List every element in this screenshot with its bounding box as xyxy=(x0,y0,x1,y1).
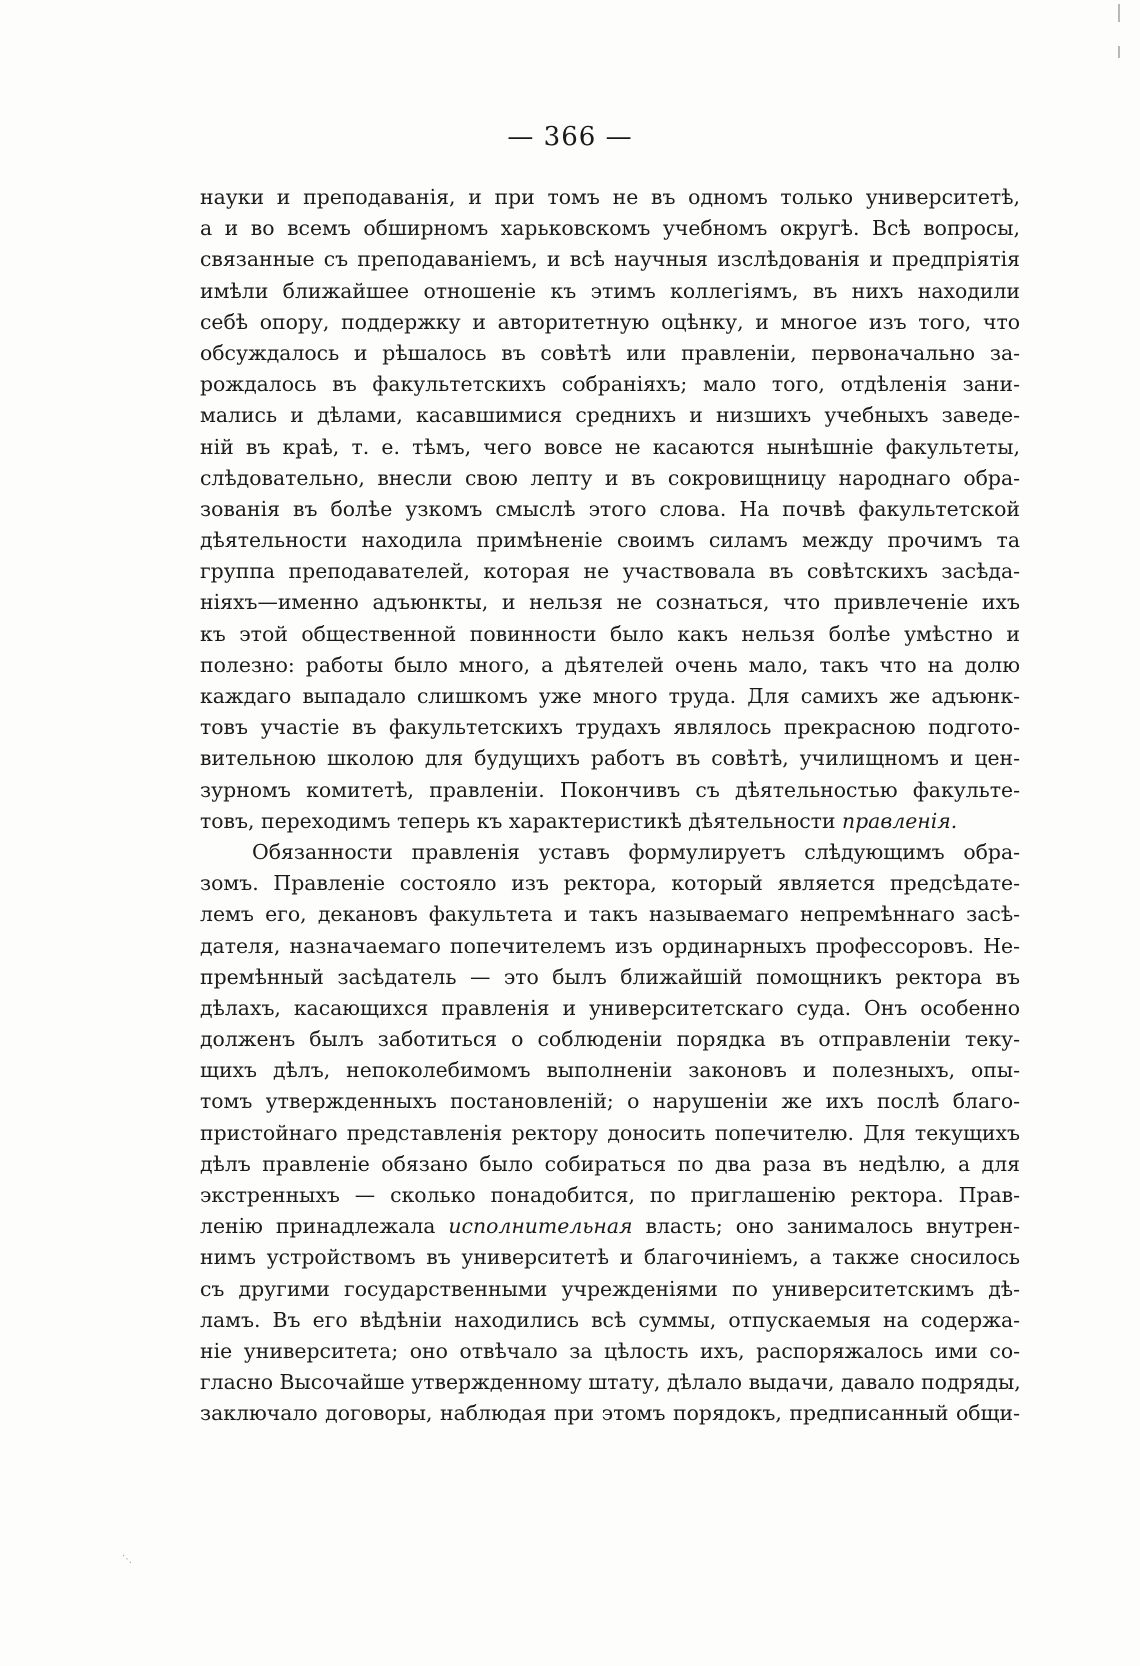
paragraph-1 xyxy=(200,182,1020,837)
text-line: вительною школою для будущихъ работъ въ совѣтѣ, училищномъ и цен- xyxy=(200,746,1020,771)
body-text xyxy=(200,182,1020,1430)
page-number: — 366 — xyxy=(507,122,633,152)
text-line: зомъ. Правленіе состояло изъ ректора, который является предсѣдате- xyxy=(200,871,1020,896)
scan-edge-mark xyxy=(1118,46,1120,58)
text-line: къ этой общественной повинности было какъ нельзя болѣе умѣстно и xyxy=(200,621,1020,646)
text-line: дателя, назначаемаго попечителемъ изъ ординарныхъ профессоровъ. Не- xyxy=(200,933,1020,958)
text-line: каждаго выпадало слишкомъ уже много труда. Для самихъ же адъюнк- xyxy=(200,684,1020,708)
scan-edge-mark xyxy=(1118,4,1120,22)
text-line: обсуждалось и рѣшалось въ совѣтѣ или правленіи, первоначально за- xyxy=(200,340,1020,365)
text-line: имѣли ближайшее отношеніе къ этимъ коллегіямъ, въ нихъ находили xyxy=(200,278,1020,303)
text-line: зованія въ болѣе узкомъ смыслѣ этого слова. На почвѣ факультетской xyxy=(200,496,1020,521)
text-line: пристойнаго представленія ректору доносить попечителю. Для текущихъ xyxy=(200,1120,1020,1145)
text-line: полезно: работы было много, а дѣятелей очень мало, такъ что на долю xyxy=(200,652,1020,677)
text-line: лемъ его, декановъ факультета и такъ называемаго непремѣннаго засѣ- xyxy=(200,902,1020,927)
italic-term: исполнительная xyxy=(448,1214,633,1239)
text-line: мались и дѣлами, касавшимися среднихъ и низшихъ учебныхъ заведе- xyxy=(200,403,1020,428)
text-line: группа преподавателей, которая не участвовала въ совѣтскихъ засѣда- xyxy=(200,559,1020,584)
text-line xyxy=(200,806,1020,837)
text-line: товъ участіе въ факультетскихъ трудахъ являлось прекрасною подгото- xyxy=(200,715,1020,740)
text-line: долженъ былъ заботиться о соблюденіи порядка въ отправленіи теку- xyxy=(200,1027,1020,1052)
text-line: экстренныхъ — сколько понадобится, по приглашенію ректора. Прав- xyxy=(200,1183,1020,1207)
text-line: науки и преподаванія, и при томъ не въ одномъ только университетѣ, xyxy=(200,185,1020,209)
text-span: ленію принадлежала xyxy=(200,1214,449,1239)
text-line: ламъ. Въ его вѣдѣніи находились всѣ суммы, отпускаемыя на содержа- xyxy=(200,1307,1020,1332)
text-line: заключало договоры, наблюдая при этомъ порядокъ, предписанный общи- xyxy=(200,1401,1020,1426)
text-line: премѣнный засѣдатель — это былъ ближайшій помощникъ ректора въ xyxy=(200,964,1020,989)
text-line: гласно Высочайше утвержденному штату, дѣлало выдачи, давало подряды, xyxy=(200,1370,1021,1395)
text-span: власть; оно занималось внутрен- xyxy=(632,1214,1020,1239)
text-span: товъ, переходимъ теперь къ характеристикѣ дѣятельности xyxy=(200,808,842,833)
text-line: а и во всемъ обширномъ харьковскомъ учебномъ округѣ. Всѣ вопросы, xyxy=(200,216,1020,241)
text-line: ніяхъ—именно адъюнкты, и нельзя не сознаться, что привлеченіе ихъ xyxy=(200,590,1020,615)
text-line: ній въ краѣ, т. е. тѣмъ, чего вовсе не касаются нынѣшніе факультеты, xyxy=(200,434,1020,459)
text-line: щихъ дѣлъ, непоколебимомъ выполненіи законовъ и полезныхъ, опы- xyxy=(200,1058,1020,1083)
text-line: слѣдовательно, внесли свою лепту и въ сокровищницу народнаго обра- xyxy=(200,465,1020,490)
text-line: дѣлъ правленіе обязано было собираться по два раза въ недѣлю, а для xyxy=(200,1151,1020,1176)
text-line: себѣ опору, поддержку и авторитетную оцѣнку, и многое изъ того, что xyxy=(200,309,1020,334)
text-line: съ другими государственными учрежденіями по университетскимъ дѣ- xyxy=(200,1276,1020,1301)
paragraph-2 xyxy=(200,837,1020,1430)
text-line xyxy=(200,1211,1020,1242)
text-line: дѣятельности находила примѣненіе своимъ силамъ между прочимъ та xyxy=(200,528,1020,553)
text-line: зурномъ комитетѣ, правленіи. Покончивъ съ дѣятельностью факульте- xyxy=(200,777,1020,802)
text-line: связанные съ преподаваніемъ, и всѣ научныя изслѣдованія и предпріятія xyxy=(200,247,1020,272)
text-line: дѣлахъ, касающихся правленія и университетскаго суда. Онъ особенно xyxy=(200,995,1020,1020)
scan-smudge: ⋱ xyxy=(122,1554,132,1565)
text-line: томъ утвержденныхъ постановленій; о нарушеніи же ихъ послѣ благо- xyxy=(200,1089,1020,1114)
text-line: ніе университета; оно отвѣчало за цѣлость ихъ, распоряжалось ими со- xyxy=(200,1338,1020,1363)
text-line: рождалось въ факультетскихъ собраніяхъ; мало того, отдѣленія зани- xyxy=(200,372,1020,397)
text-line: Обязанности правленія уставъ формулируетъ слѣдующимъ обра- xyxy=(252,839,1020,864)
text-line: нимъ устройствомъ въ университетѣ и благочиніемъ, а также сносилось xyxy=(200,1245,1020,1270)
italic-term: правленія. xyxy=(842,808,958,833)
